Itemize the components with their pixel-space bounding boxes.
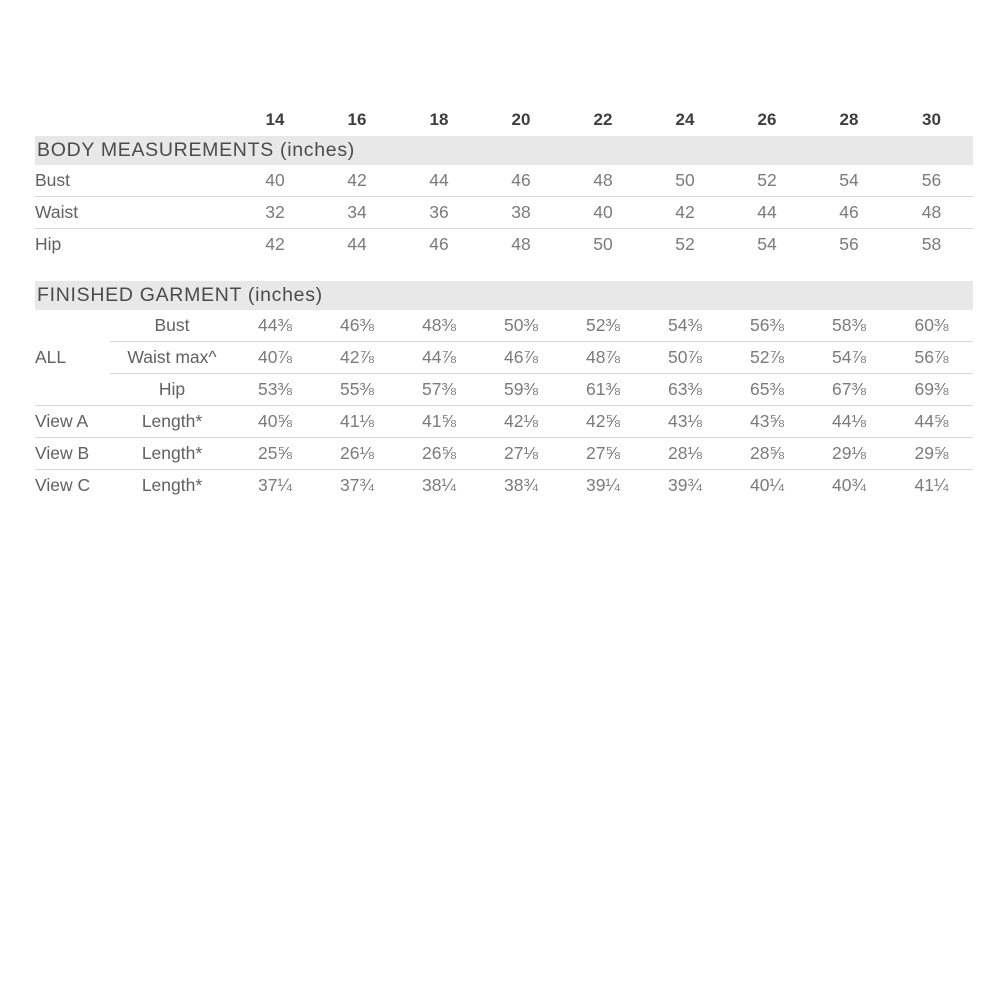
group-label-view-c: View C	[35, 475, 91, 495]
measurement-value: 54⅜	[644, 310, 726, 342]
section-header-row	[35, 136, 973, 165]
measurement-value: 50	[644, 165, 726, 197]
row-label-waist: Waist	[35, 197, 234, 229]
measurement-value: 55⅜	[316, 374, 398, 406]
row-label-hip: Hip	[35, 234, 62, 254]
measurement-value: 53⅜	[234, 374, 316, 406]
measurement-value: 41⅝	[398, 406, 480, 438]
measurement-value: 56	[839, 234, 859, 254]
section-header-body-measurements: BODY MEASUREMENTS (inches)	[35, 136, 973, 165]
size-header-row	[35, 103, 973, 136]
measurement-value: 69⅜	[890, 374, 973, 406]
measurement-value: 32	[234, 197, 316, 229]
measurement-value: 38	[480, 197, 562, 229]
group-label-view-b: View B	[35, 438, 110, 470]
row-label-bust: Bust	[110, 310, 234, 342]
measurement-value: 46	[480, 165, 562, 197]
measurement-value: 34	[316, 197, 398, 229]
body-hip-row	[35, 229, 973, 261]
row-label-waist-max: Waist max^	[110, 342, 234, 374]
measurement-value: 27⅛	[480, 438, 562, 470]
size-column-header: 14	[265, 109, 285, 129]
measurement-value: 54	[808, 165, 890, 197]
measurement-value: 58⅜	[808, 310, 890, 342]
size-column-header: 28	[839, 109, 859, 129]
measurement-value: 28⅝	[726, 438, 808, 470]
measurement-value: 43⅛	[644, 406, 726, 438]
size-chart-table	[35, 103, 973, 501]
measurement-value: 38¼	[421, 475, 457, 495]
measurement-value: 44	[398, 165, 480, 197]
measurement-value: 44⅞	[398, 342, 480, 374]
row-label-bust: Bust	[35, 165, 234, 197]
measurement-value: 52	[675, 234, 695, 254]
measurement-value: 42	[316, 165, 398, 197]
measurement-value: 28⅛	[644, 438, 726, 470]
measurement-value: 40⅝	[234, 406, 316, 438]
measurement-value: 40⅞	[234, 342, 316, 374]
measurement-value: 40	[234, 165, 316, 197]
finished-waist-max-row	[35, 342, 973, 374]
row-label-length: Length*	[110, 438, 234, 470]
measurement-value: 48	[890, 197, 973, 229]
measurement-value: 27⅝	[562, 438, 644, 470]
measurement-value: 60⅜	[890, 310, 973, 342]
measurement-value: 61⅜	[562, 374, 644, 406]
measurement-value: 46	[429, 234, 449, 254]
measurement-value: 56	[890, 165, 973, 197]
measurement-value: 39¼	[585, 475, 621, 495]
measurement-value: 57⅜	[398, 374, 480, 406]
measurement-value: 26⅝	[398, 438, 480, 470]
size-column-header: 24	[675, 109, 695, 129]
measurement-value: 38¾	[503, 475, 539, 495]
measurement-value: 52⅜	[562, 310, 644, 342]
measurement-value: 42	[265, 234, 285, 254]
finished-hip-row	[35, 374, 973, 406]
size-column-header: 30	[922, 109, 941, 129]
measurement-value: 37¼	[257, 475, 293, 495]
measurement-value: 54	[757, 234, 777, 254]
measurement-value: 42⅝	[562, 406, 644, 438]
measurement-value: 37¾	[339, 475, 375, 495]
measurement-value: 59⅜	[480, 374, 562, 406]
measurement-value: 44⅜	[234, 310, 316, 342]
measurement-value: 46	[808, 197, 890, 229]
section-gap	[35, 260, 973, 281]
row-label-hip: Hip	[110, 374, 234, 406]
measurement-value: 48	[562, 165, 644, 197]
measurement-value: 42	[644, 197, 726, 229]
body-bust-row	[35, 165, 973, 197]
measurement-value: 39¾	[667, 475, 703, 495]
measurement-value: 52⅞	[726, 342, 808, 374]
measurement-value: 40	[562, 197, 644, 229]
measurement-value: 48⅜	[398, 310, 480, 342]
measurement-value: 44⅛	[808, 406, 890, 438]
measurement-value: 48	[511, 234, 531, 254]
measurement-value: 67⅜	[808, 374, 890, 406]
measurement-value: 44	[726, 197, 808, 229]
measurement-value: 41¼	[914, 475, 949, 495]
measurement-value: 44	[347, 234, 367, 254]
section-header-row	[35, 281, 973, 310]
measurement-value: 63⅜	[644, 374, 726, 406]
measurement-value: 52	[726, 165, 808, 197]
measurement-value: 26⅛	[316, 438, 398, 470]
measurement-value: 65⅜	[726, 374, 808, 406]
measurement-value: 48⅞	[562, 342, 644, 374]
measurement-value: 25⅝	[234, 438, 316, 470]
measurement-value: 43⅝	[726, 406, 808, 438]
size-header-spacer	[35, 103, 234, 136]
measurement-value: 50⅜	[480, 310, 562, 342]
group-label-view-a: View A	[35, 406, 110, 438]
measurement-value: 29⅝	[890, 438, 973, 470]
size-column-header: 18	[429, 109, 449, 129]
view-c-length-row	[35, 470, 973, 502]
measurement-value: 58	[921, 234, 942, 254]
size-column-header: 20	[511, 109, 531, 129]
measurement-value: 41⅛	[316, 406, 398, 438]
measurement-value: 56⅞	[890, 342, 973, 374]
measurement-value: 46⅜	[316, 310, 398, 342]
group-label-all: ALL	[35, 310, 110, 406]
finished-bust-row	[35, 310, 973, 342]
measurement-value: 50	[593, 234, 613, 254]
body-waist-row	[35, 197, 973, 229]
measurement-value: 54⅞	[808, 342, 890, 374]
measurement-value: 46⅞	[480, 342, 562, 374]
view-a-length-row	[35, 406, 973, 438]
row-label-length: Length*	[141, 475, 203, 495]
measurement-value: 44⅝	[890, 406, 973, 438]
view-b-length-row	[35, 438, 973, 470]
measurement-value: 29⅛	[808, 438, 890, 470]
section-header-finished-garment: FINISHED GARMENT (inches)	[35, 281, 973, 310]
measurement-value: 40¼	[749, 475, 785, 495]
size-column-header: 26	[757, 109, 777, 129]
row-label-length: Length*	[110, 406, 234, 438]
measurement-value: 42⅞	[316, 342, 398, 374]
measurement-value: 40¾	[831, 475, 867, 495]
measurement-value: 56⅜	[726, 310, 808, 342]
measurement-value: 42⅛	[480, 406, 562, 438]
size-column-header: 16	[347, 109, 367, 129]
size-column-header: 22	[593, 109, 613, 129]
measurement-value: 50⅞	[644, 342, 726, 374]
measurement-value: 36	[398, 197, 480, 229]
